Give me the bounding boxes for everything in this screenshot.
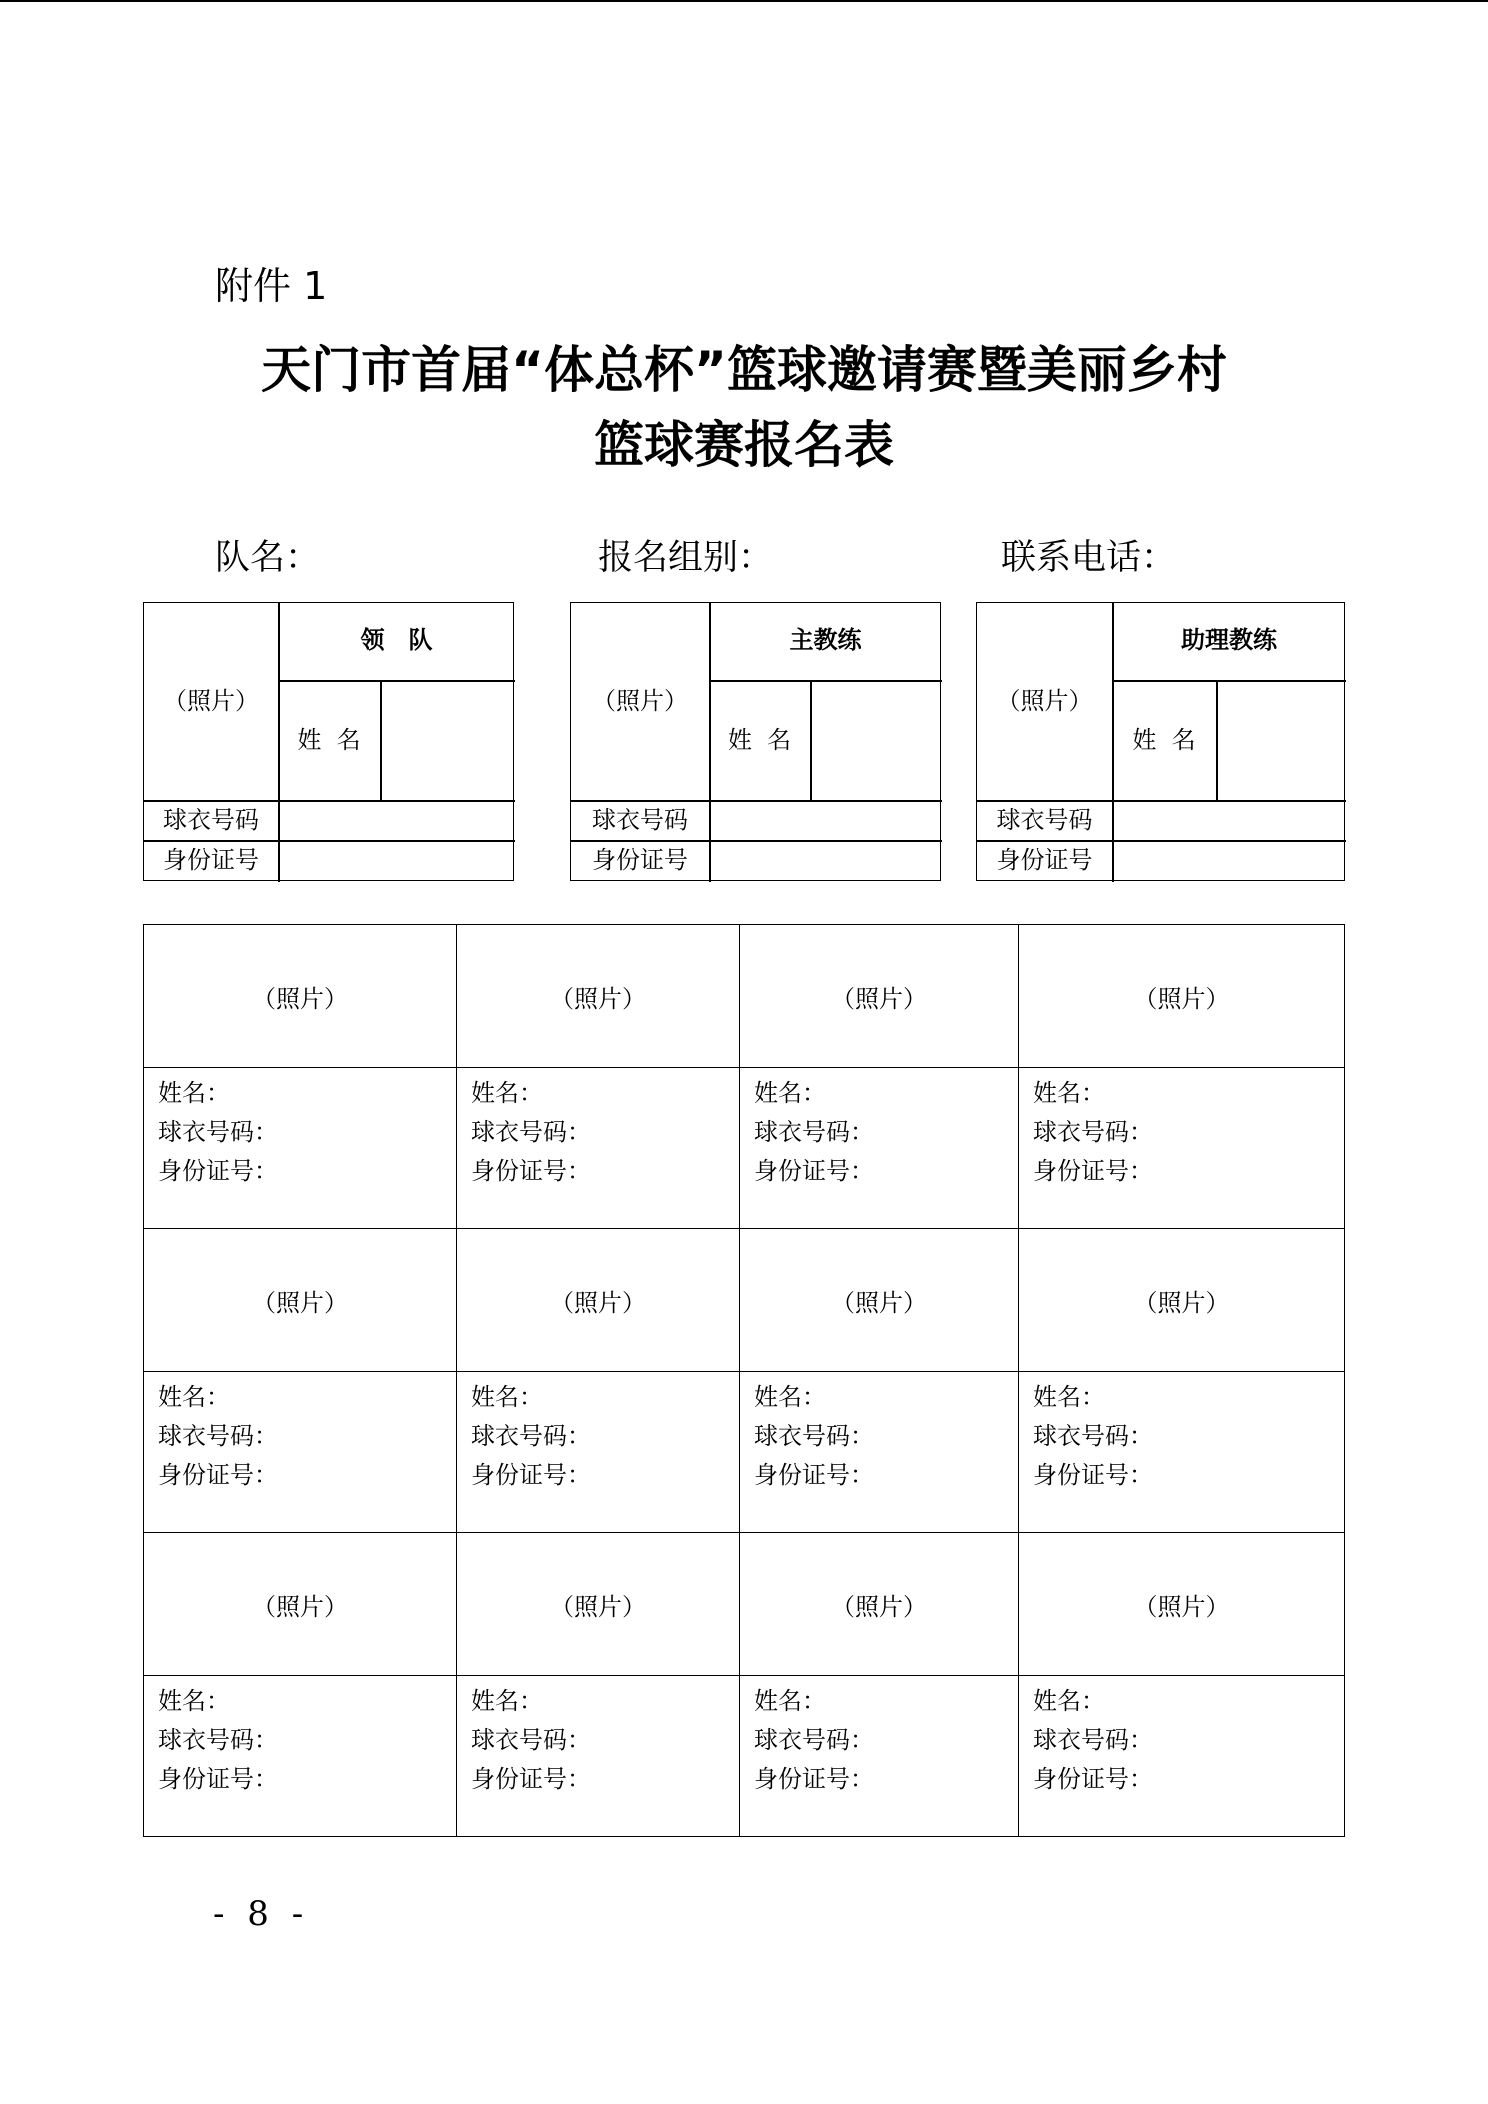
player-id-label: 身份证号：: [754, 1157, 874, 1185]
id-number-label: 身份证号: [163, 846, 259, 874]
player-jersey-label: 球衣号码：: [471, 1118, 591, 1146]
player-info-row: [144, 1676, 1345, 1837]
player-id-label: 身份证号：: [158, 1765, 278, 1793]
player-photo-cell: （照片）: [457, 925, 740, 1068]
player-jersey-label: 球衣号码：: [1033, 1422, 1153, 1450]
top-border-line: [0, 0, 1488, 2]
player-info-cell: [740, 1372, 1019, 1533]
player-photo-cell: （照片）: [457, 1229, 740, 1372]
player-info-cell: [740, 1068, 1019, 1229]
player-info-cell: [457, 1676, 740, 1837]
photo-placeholder: （照片）: [996, 687, 1093, 715]
id-number-label: 身份证号: [996, 846, 1093, 874]
player-name-label: 姓名：: [754, 1383, 826, 1411]
player-id-label: 身份证号：: [158, 1157, 278, 1185]
team-name-field-label: 队名：: [215, 538, 321, 578]
player-name-label: 姓名：: [754, 1079, 826, 1107]
player-info-row: [144, 1372, 1345, 1533]
staff-role-label: 助理教练: [1181, 626, 1277, 654]
name-label: 姓 名: [1132, 726, 1196, 754]
player-name-label: 姓名：: [158, 1079, 230, 1107]
player-id-label: 身份证号：: [158, 1461, 278, 1489]
player-id-label: 身份证号：: [1033, 1765, 1153, 1793]
player-registration-table: [143, 924, 1345, 1837]
player-name-label: 姓名：: [158, 1383, 230, 1411]
jersey-number-label: 球衣号码: [996, 806, 1093, 834]
staff-box-head-coach: [570, 602, 941, 881]
player-id-label: 身份证号：: [754, 1461, 874, 1489]
player-jersey-label: 球衣号码：: [471, 1726, 591, 1754]
jersey-number-label: 球衣号码: [592, 806, 688, 834]
player-photo-cell: （照片）: [144, 1229, 457, 1372]
player-photo-cell: （照片）: [144, 925, 457, 1068]
player-photo-cell: （照片）: [1019, 1533, 1345, 1676]
player-photo-cell: （照片）: [740, 1229, 1019, 1372]
document-title-line-2: 篮球赛报名表: [594, 416, 894, 474]
player-jersey-label: 球衣号码：: [754, 1726, 874, 1754]
player-name-label: 姓名：: [1033, 1687, 1105, 1715]
player-info-cell: [144, 1068, 457, 1229]
player-id-label: 身份证号：: [1033, 1461, 1153, 1489]
player-info-cell: [144, 1676, 457, 1837]
player-info-cell: [1019, 1676, 1345, 1837]
player-info-cell: [457, 1372, 740, 1533]
player-jersey-label: 球衣号码：: [1033, 1118, 1153, 1146]
player-name-label: 姓名：: [471, 1383, 543, 1411]
player-photo-cell: （照片）: [457, 1533, 740, 1676]
player-photo-cell: （照片）: [1019, 1229, 1345, 1372]
group-field-label: 报名组别：: [598, 538, 774, 578]
name-label: 姓 名: [727, 726, 792, 754]
player-photo-row: [144, 1229, 1345, 1372]
player-id-label: 身份证号：: [471, 1157, 591, 1185]
player-photo-row: [144, 1533, 1345, 1676]
phone-field-label: 联系电话：: [1001, 538, 1177, 578]
document-title-line-1: 天门市首届“体总杯”篮球邀请赛暨美丽乡村: [261, 341, 1227, 399]
player-id-label: 身份证号：: [1033, 1157, 1153, 1185]
staff-box-leader: [143, 602, 514, 881]
player-photo-cell: （照片）: [740, 925, 1019, 1068]
name-label: 姓 名: [297, 726, 361, 754]
player-info-cell: [740, 1676, 1019, 1837]
player-jersey-label: 球衣号码：: [471, 1422, 591, 1450]
player-info-cell: [1019, 1068, 1345, 1229]
player-jersey-label: 球衣号码：: [158, 1422, 278, 1450]
player-jersey-label: 球衣号码：: [754, 1118, 874, 1146]
player-id-label: 身份证号：: [754, 1765, 874, 1793]
jersey-number-label: 球衣号码: [163, 806, 259, 834]
player-info-cell: [1019, 1372, 1345, 1533]
photo-placeholder: （照片）: [592, 687, 688, 715]
id-number-label: 身份证号: [592, 846, 688, 874]
page-number: - 8 -: [213, 1894, 310, 1934]
player-photo-cell: （照片）: [740, 1533, 1019, 1676]
photo-placeholder: （照片）: [163, 687, 259, 715]
player-jersey-label: 球衣号码：: [158, 1726, 278, 1754]
player-info-row: [144, 1068, 1345, 1229]
player-name-label: 姓名：: [754, 1687, 826, 1715]
staff-box-assistant-coach: [976, 602, 1345, 881]
player-id-label: 身份证号：: [471, 1765, 591, 1793]
player-jersey-label: 球衣号码：: [1033, 1726, 1153, 1754]
player-name-label: 姓名：: [471, 1079, 543, 1107]
player-name-label: 姓名：: [471, 1687, 543, 1715]
player-name-label: 姓名：: [158, 1687, 230, 1715]
staff-role-label: 主教练: [789, 626, 862, 654]
player-photo-row: [144, 925, 1345, 1068]
player-photo-cell: （照片）: [144, 1533, 457, 1676]
player-name-label: 姓名：: [1033, 1383, 1105, 1411]
player-id-label: 身份证号：: [471, 1461, 591, 1489]
player-name-label: 姓名：: [1033, 1079, 1105, 1107]
player-photo-cell: （照片）: [1019, 925, 1345, 1068]
player-jersey-label: 球衣号码：: [158, 1118, 278, 1146]
staff-role-label: 领 队: [360, 626, 433, 654]
player-jersey-label: 球衣号码：: [754, 1422, 874, 1450]
attachment-label: 附件 1: [215, 264, 328, 308]
player-info-cell: [457, 1068, 740, 1229]
player-info-cell: [144, 1372, 457, 1533]
